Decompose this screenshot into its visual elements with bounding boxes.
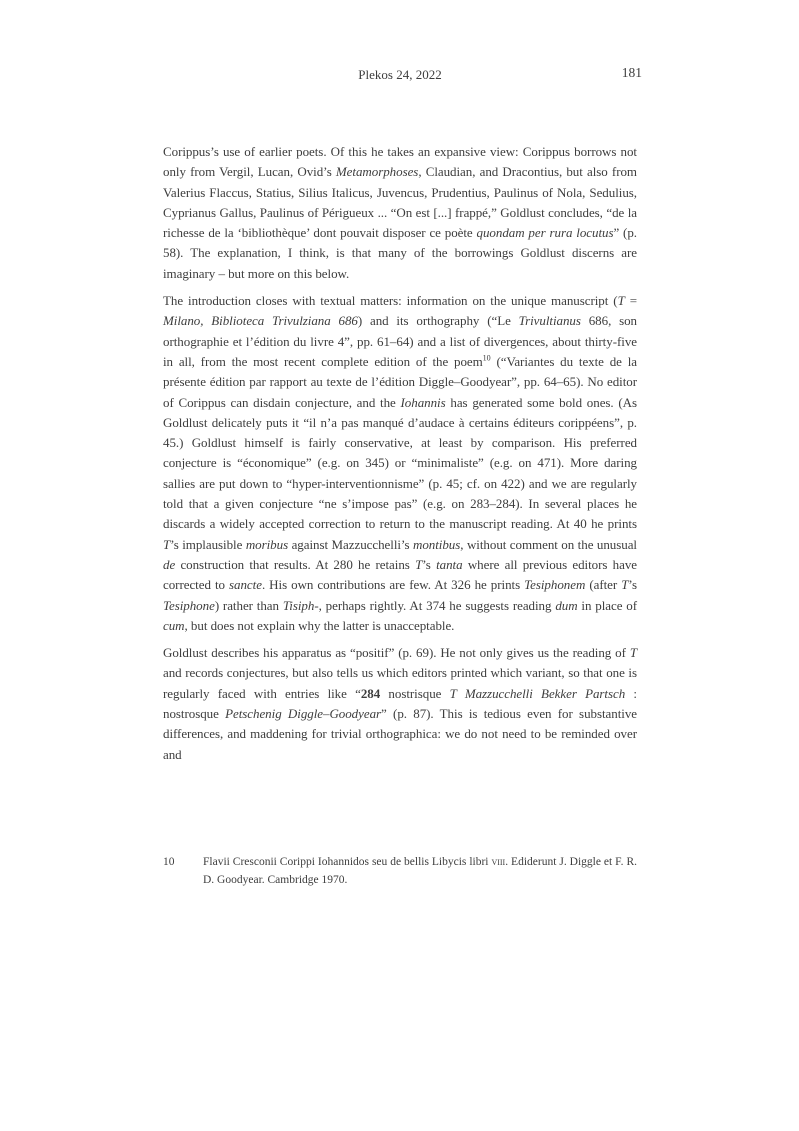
text-run: (after — [585, 577, 622, 593]
text-run: . His own contributions are few. At 326 he prints — [261, 577, 525, 593]
italic-text: Iohannis — [400, 394, 446, 410]
text-run: in place of — [577, 597, 638, 613]
italic-text: T — [617, 293, 625, 309]
italic-text: sancte — [229, 577, 262, 593]
body-paragraph — [163, 643, 637, 765]
italic-text: Metamorphoses — [335, 164, 419, 180]
body-text — [163, 142, 637, 765]
text-run: ) rather than — [214, 597, 283, 613]
text-run: ’s — [628, 577, 637, 593]
page-number: 181 — [621, 65, 642, 80]
text-run: Goldlust describes his apparatus as “positif” (p. 69). He not only gives us the reading of — [163, 645, 630, 661]
italic-text: Milano, Biblioteca Trivulziana 686 — [163, 313, 358, 329]
italic-text: T — [415, 556, 423, 572]
footnote-section — [163, 854, 637, 889]
text-run: ” (p. 87). This is tedious even for substantive differences, and maddening for trivial orthographica: we do not need to be reminded over and — [163, 706, 638, 762]
italic-text: Petschenig Diggle–Goodyear — [225, 706, 382, 722]
body-paragraph — [163, 291, 637, 636]
text-run: , perhaps rightly. At 374 he suggests reading — [318, 597, 556, 613]
text-run: , without comment on the unusual — [460, 536, 637, 552]
italic-text: dum — [555, 597, 578, 613]
text-run: ) and its orthography (“Le — [357, 313, 519, 329]
italic-text: Tesiphonem — [524, 577, 586, 593]
text-run: Corippus’s use of earlier poets. Of this he takes an expansive view: Corippus borrows not only from Vergil, Lucan, Ovid’s — [163, 144, 637, 180]
text-run: = — [624, 293, 637, 309]
italic-text: quondam per rura locutus — [476, 225, 614, 241]
footnote-reference: 10 — [482, 353, 491, 363]
body-paragraph — [163, 142, 637, 284]
italic-text: montibus — [413, 536, 461, 552]
smallcaps-text: viii — [491, 856, 506, 868]
italic-text: de — [163, 556, 176, 572]
text-run: ’s — [422, 556, 437, 572]
italic-text: T — [163, 536, 171, 552]
text-run: has generated some bold ones. (As Goldlust delicately puts it “il n’a pas manqué d’audace à certains éditeurs corippéens”, p. 45.) Goldlust himself is fairly conservative, at least by comparison. His preferred conjecture is “économique” (e.g. on 345) or “minimaliste” (e.g. on 471). More daring sallies are put down to “hyper-interventionnisme” (p. 45; cf. on 422) and we are regularly told that a given conjecture “ne s’impose pas” (e.g. on 283–284). In several places he discards a widely accepted correction to return to the manuscript reading. At 40 he prints — [163, 394, 637, 532]
footnote-text — [203, 854, 637, 889]
text-run: . Ediderunt J. Diggle et F. R. D. Goodyear. Cambridge 1970. — [203, 856, 637, 886]
running-head — [163, 65, 642, 84]
bold-text: 284 — [360, 685, 381, 701]
italic-text: T Mazzucchelli Bekker Partsch — [449, 685, 626, 701]
italic-text: T — [629, 645, 637, 661]
text-run: 686, son orthographie et l’édition du livre 4”, pp. 61–64) and a list of divergences, about thirty-five in all, from the most recent complete edition of the poem — [163, 313, 637, 369]
text-run: against Mazzucchelli’s — [288, 536, 413, 552]
text-run: , but does not explain why the latter is unacceptable. — [184, 617, 455, 633]
text-run: where all previous editors have corrected to — [163, 556, 638, 593]
text-run: and records conjectures, but also tells us which editors printed which variant, so that one is regularly faced with entries like “ — [163, 665, 637, 701]
italic-text: Trivultianus — [518, 313, 581, 329]
text-run: (“Variantes du texte de la présente édition par rapport au texte de l’édition Diggle–Goodyear”, pp. 64–65). No editor of Corippus can disdain conjecture, and the — [163, 353, 637, 410]
italic-text: moribus — [245, 536, 289, 552]
text-run: construction that results. At 280 he retains — [175, 556, 416, 572]
italic-text: Tesiphone — [163, 597, 215, 613]
text-run: : nostrosque — [163, 685, 637, 722]
text-run: ’s implausible — [170, 536, 246, 552]
footnote-item — [163, 854, 637, 889]
italic-text: T — [621, 577, 629, 593]
italic-text: Tisiph- — [282, 597, 319, 613]
italic-text: tanta — [436, 556, 463, 572]
text-run: , Claudian, and Dracontius, but also from Valerius Flaccus, Statius, Silius Italicus, Juvencus, Prudentius, Paulinus of Nola, Sedulius, Cyprianus Gallus, Paulinus of Périgueux ... “On est [...] frappé,” Goldlust concludes, “de la richesse de la ‘bibliothèque’ dont pouvait disposer ce poète — [163, 164, 637, 241]
footnote-number: 10 — [163, 856, 175, 868]
text-run: The introduction closes with textual matters: information on the unique manuscript ( — [163, 293, 618, 309]
journal-title: Plekos 24, 2022 — [358, 67, 442, 82]
text-run: ” (p. 58). The explanation, I think, is that many of the borrowings Goldlust discerns are imaginary – but more on this below. — [163, 225, 637, 281]
text-run: Flavii Cresconii Corippi Iohannidos seu de bellis Libycis libri — [203, 856, 492, 868]
text-run: nostrisque — [380, 685, 450, 701]
italic-text: cum — [163, 617, 185, 633]
